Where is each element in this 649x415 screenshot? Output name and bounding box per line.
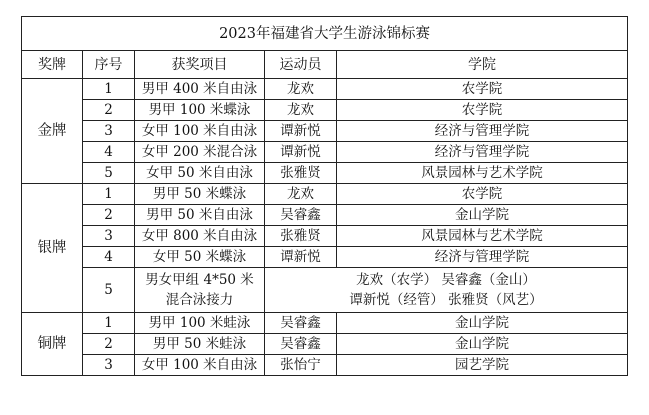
relay-team-line: 龙欢（农学） 吴睿鑫（金山） [356,272,536,288]
relay-event-line: 混合泳接力 [165,292,234,308]
event-cell: 女甲 800 米自由泳 [135,226,265,247]
athlete-cell: 吴睿鑫 [265,313,337,334]
seq-cell: 5 [83,268,135,313]
event-cell: 女甲 50 米自由泳 [135,163,265,184]
event-cell: 女甲 200 米混合泳 [135,142,265,163]
seq-cell: 2 [83,334,135,355]
college-cell: 风景园林与艺术学院 [337,163,628,184]
seq-cell: 1 [83,79,135,100]
seq-cell: 3 [83,121,135,142]
seq-cell: 2 [83,100,135,121]
medal-results-table [21,16,628,376]
college-cell: 农学院 [337,100,628,121]
relay-event-line: 男女甲组 4*50 米 [145,272,254,288]
header-athlete: 运动员 [265,51,337,79]
athlete-cell: 谭新悦 [265,142,337,163]
event-cell: 男甲 400 米自由泳 [135,79,265,100]
athlete-cell: 谭新悦 [265,121,337,142]
seq-cell: 4 [83,142,135,163]
results-document [21,16,627,376]
relay-event-cell [135,268,265,313]
table-title: 2023年福建省大学生游泳锦标赛 [22,17,628,51]
table-row [22,121,628,142]
athlete-cell: 谭新悦 [265,247,337,268]
athlete-cell: 张怡宁 [265,355,337,376]
seq-cell: 1 [83,184,135,205]
table-row [22,184,628,205]
header-event: 获奖项目 [135,51,265,79]
seq-cell: 2 [83,205,135,226]
college-cell: 风景园林与艺术学院 [337,226,628,247]
athlete-cell: 吴睿鑫 [265,334,337,355]
table-row [22,355,628,376]
header-row [22,51,628,79]
college-cell: 经济与管理学院 [337,247,628,268]
event-cell: 男甲 100 米蝶泳 [135,100,265,121]
athlete-cell: 张雅贤 [265,226,337,247]
event-cell: 男甲 100 米蛙泳 [135,313,265,334]
college-cell: 农学院 [337,79,628,100]
table-row [22,142,628,163]
seq-cell: 3 [83,355,135,376]
table-row [22,79,628,100]
relay-row [22,268,628,313]
event-cell: 男甲 50 米自由泳 [135,205,265,226]
header-medal: 奖牌 [22,51,83,79]
college-cell: 金山学院 [337,334,628,355]
table-row [22,226,628,247]
college-cell: 金山学院 [337,313,628,334]
medal-silver: 银牌 [22,184,83,313]
medal-bronze: 铜牌 [22,313,83,376]
seq-cell: 1 [83,313,135,334]
athlete-cell: 龙欢 [265,184,337,205]
title-row [22,17,628,51]
event-cell: 女甲 100 米自由泳 [135,121,265,142]
college-cell: 园艺学院 [337,355,628,376]
college-cell: 经济与管理学院 [337,142,628,163]
athlete-cell: 龙欢 [265,100,337,121]
event-cell: 男甲 50 米蛙泳 [135,334,265,355]
event-cell: 女甲 50 米蝶泳 [135,247,265,268]
event-cell: 男甲 50 米蝶泳 [135,184,265,205]
athlete-cell: 张雅贤 [265,163,337,184]
seq-cell: 3 [83,226,135,247]
event-cell: 女甲 100 米自由泳 [135,355,265,376]
table-row [22,100,628,121]
header-college: 学院 [337,51,628,79]
table-row [22,247,628,268]
relay-team-line: 谭新悦（经管） 张雅贤（风艺） [349,292,543,308]
college-cell: 金山学院 [337,205,628,226]
relay-team-cell [265,268,628,313]
medal-gold: 金牌 [22,79,83,184]
table-row [22,313,628,334]
seq-cell: 5 [83,163,135,184]
table-row [22,205,628,226]
table-row [22,163,628,184]
college-cell: 农学院 [337,184,628,205]
college-cell: 经济与管理学院 [337,121,628,142]
seq-cell: 4 [83,247,135,268]
athlete-cell: 龙欢 [265,79,337,100]
header-seq: 序号 [83,51,135,79]
athlete-cell: 吴睿鑫 [265,205,337,226]
table-row [22,334,628,355]
